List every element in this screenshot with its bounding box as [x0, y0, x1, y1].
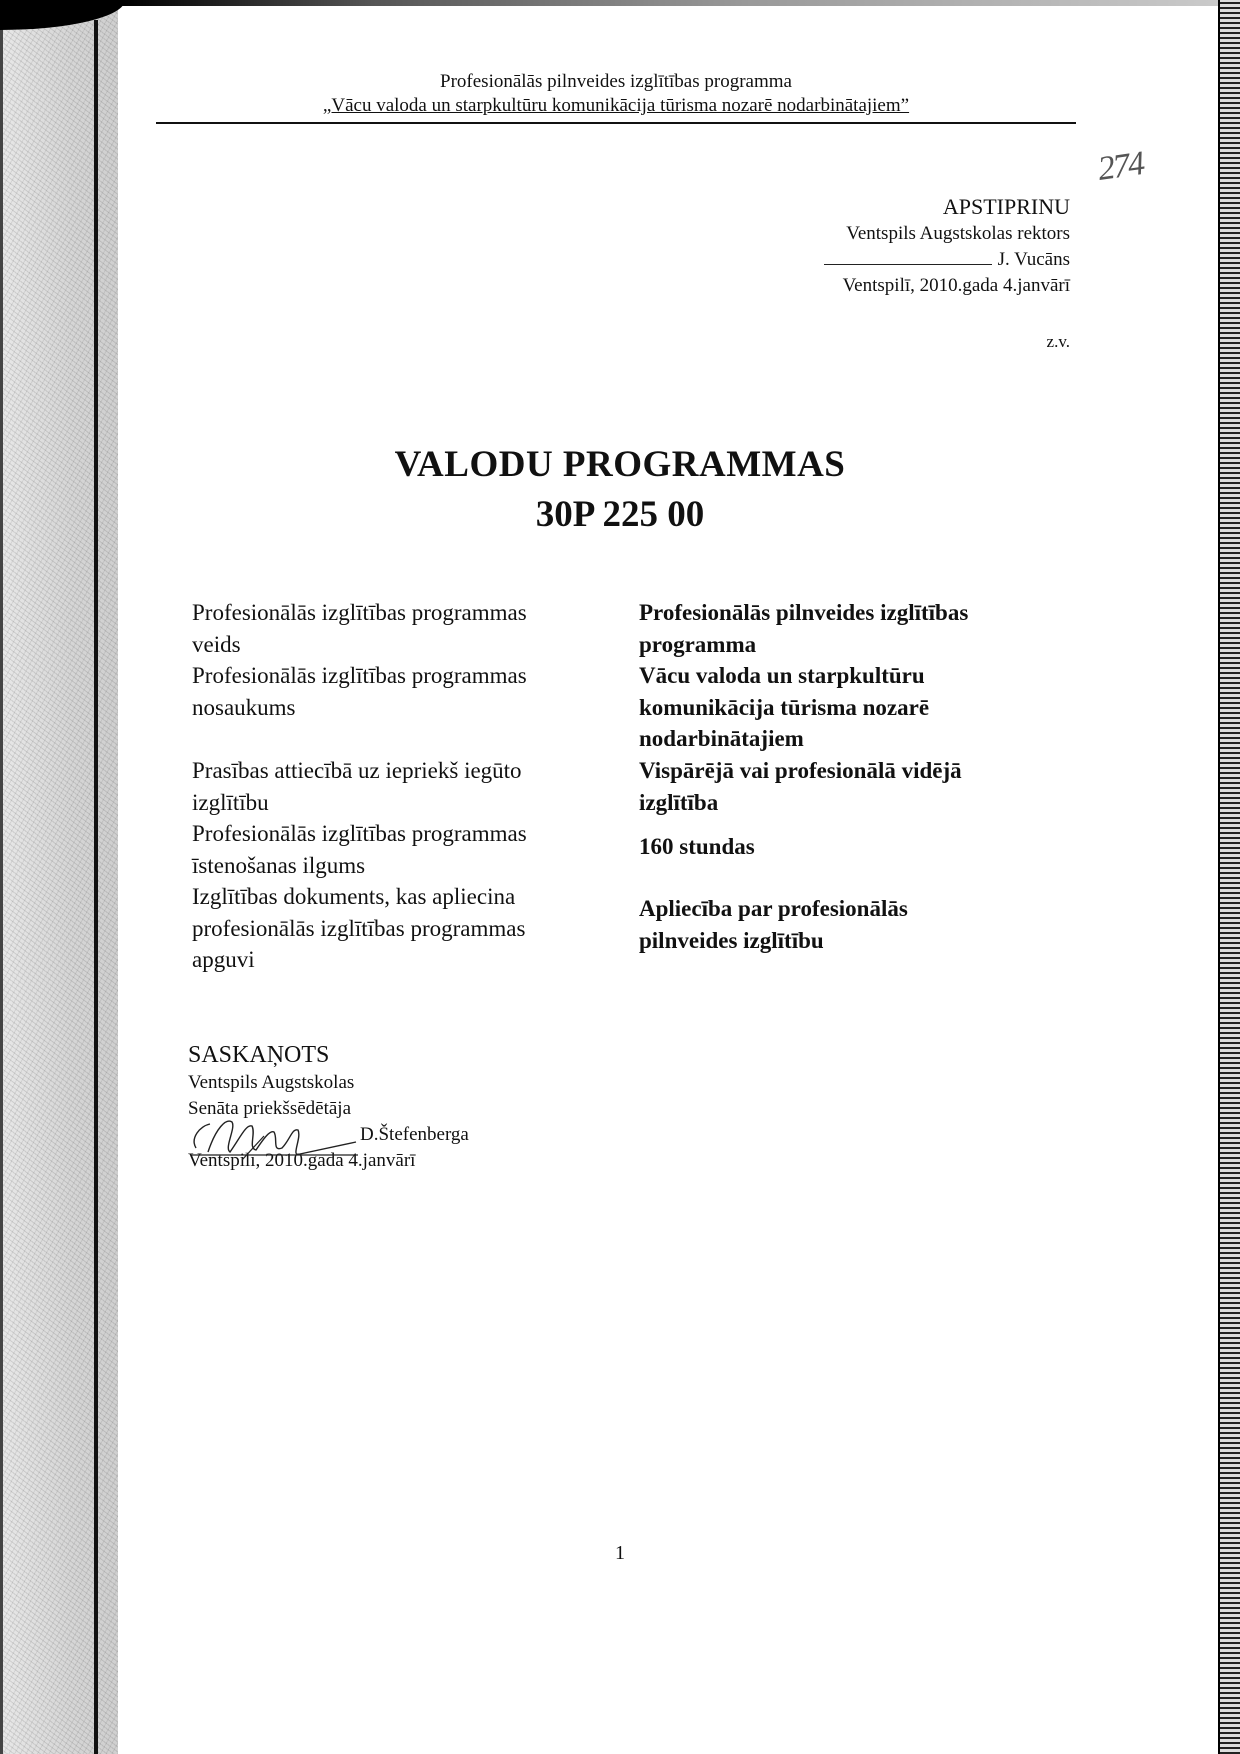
info-value-name: Vācu valoda un starpkultūru komunikācija tūrisma nozarē nodarbinātajiem — [639, 663, 930, 751]
signature-line — [824, 264, 992, 265]
seal-placeholder: z.v. — [1046, 332, 1070, 351]
scan-edge-left — [0, 0, 3, 1754]
info-label-document: Izglītības dokuments, kas apliecina profesionālās izglītības programmas apguvi — [192, 884, 526, 972]
agreement-title: SASKAŅOTS — [188, 1042, 330, 1068]
scan-binding-fold — [94, 20, 98, 1754]
approval-signature-row — [824, 247, 1070, 273]
approval-signatory: J. Vucāns — [997, 249, 1070, 270]
scan-edge-right — [1218, 0, 1240, 1754]
page-number: 1 — [615, 1542, 625, 1564]
scan-edge-right-line — [1218, 0, 1220, 1754]
info-value-type: Profesionālās pilnveides izglītības programma — [639, 600, 969, 657]
document-title — [0, 440, 1240, 540]
info-label-type: Profesionālās izglītības programmas veids — [192, 600, 527, 657]
scan-shadow-left — [0, 0, 118, 1754]
info-label-name: Profesionālās izglītības programmas nosaukums — [192, 663, 527, 720]
header-program-name: „Vācu valoda un starpkultūru komunikācija tūrisma nozarē nodarbinātajiem” — [322, 95, 910, 116]
info-value-document: Apliecība par profesionālās pilnveides izglītību — [639, 896, 908, 953]
approval-position: Ventspils Augstskolas rektors — [846, 223, 1070, 244]
handwritten-page-mark: 274 — [1095, 145, 1146, 188]
info-value-duration: 160 stundas — [639, 834, 755, 859]
agreement-position: Senāta priekšsēdētāja — [188, 1098, 352, 1119]
approval-title: APSTIPRINU — [942, 194, 1070, 219]
program-code: 30P 225 00 — [535, 494, 705, 535]
handwritten-signature — [186, 1108, 361, 1160]
header-rule — [156, 122, 1076, 124]
agreement-place-date: Ventspilī, 2010.gada 4.janvārī — [188, 1150, 416, 1171]
header-program-type: Profesionālās pilnveides izglītības programma — [440, 71, 792, 92]
scan-edge-top — [0, 0, 1240, 6]
title-line1: VALODU PROGRAMMAS — [394, 444, 846, 485]
info-label-requirements: Prasības attiecībā uz iepriekš iegūto izglītību — [192, 758, 522, 815]
approval-place-date: Ventspilī, 2010.gada 4.janvārī — [842, 275, 1070, 296]
agreement-signatory: D.Štefenberga — [360, 1124, 469, 1145]
agreement-institution: Ventspils Augstskolas — [188, 1072, 355, 1093]
info-value-requirements: Vispārējā vai profesionālā vidējā izglītība — [639, 758, 962, 815]
info-label-duration: Profesionālās izglītības programmas īstenošanas ilgums — [192, 821, 527, 878]
document-header — [156, 70, 1076, 118]
approval-block — [824, 193, 1070, 299]
